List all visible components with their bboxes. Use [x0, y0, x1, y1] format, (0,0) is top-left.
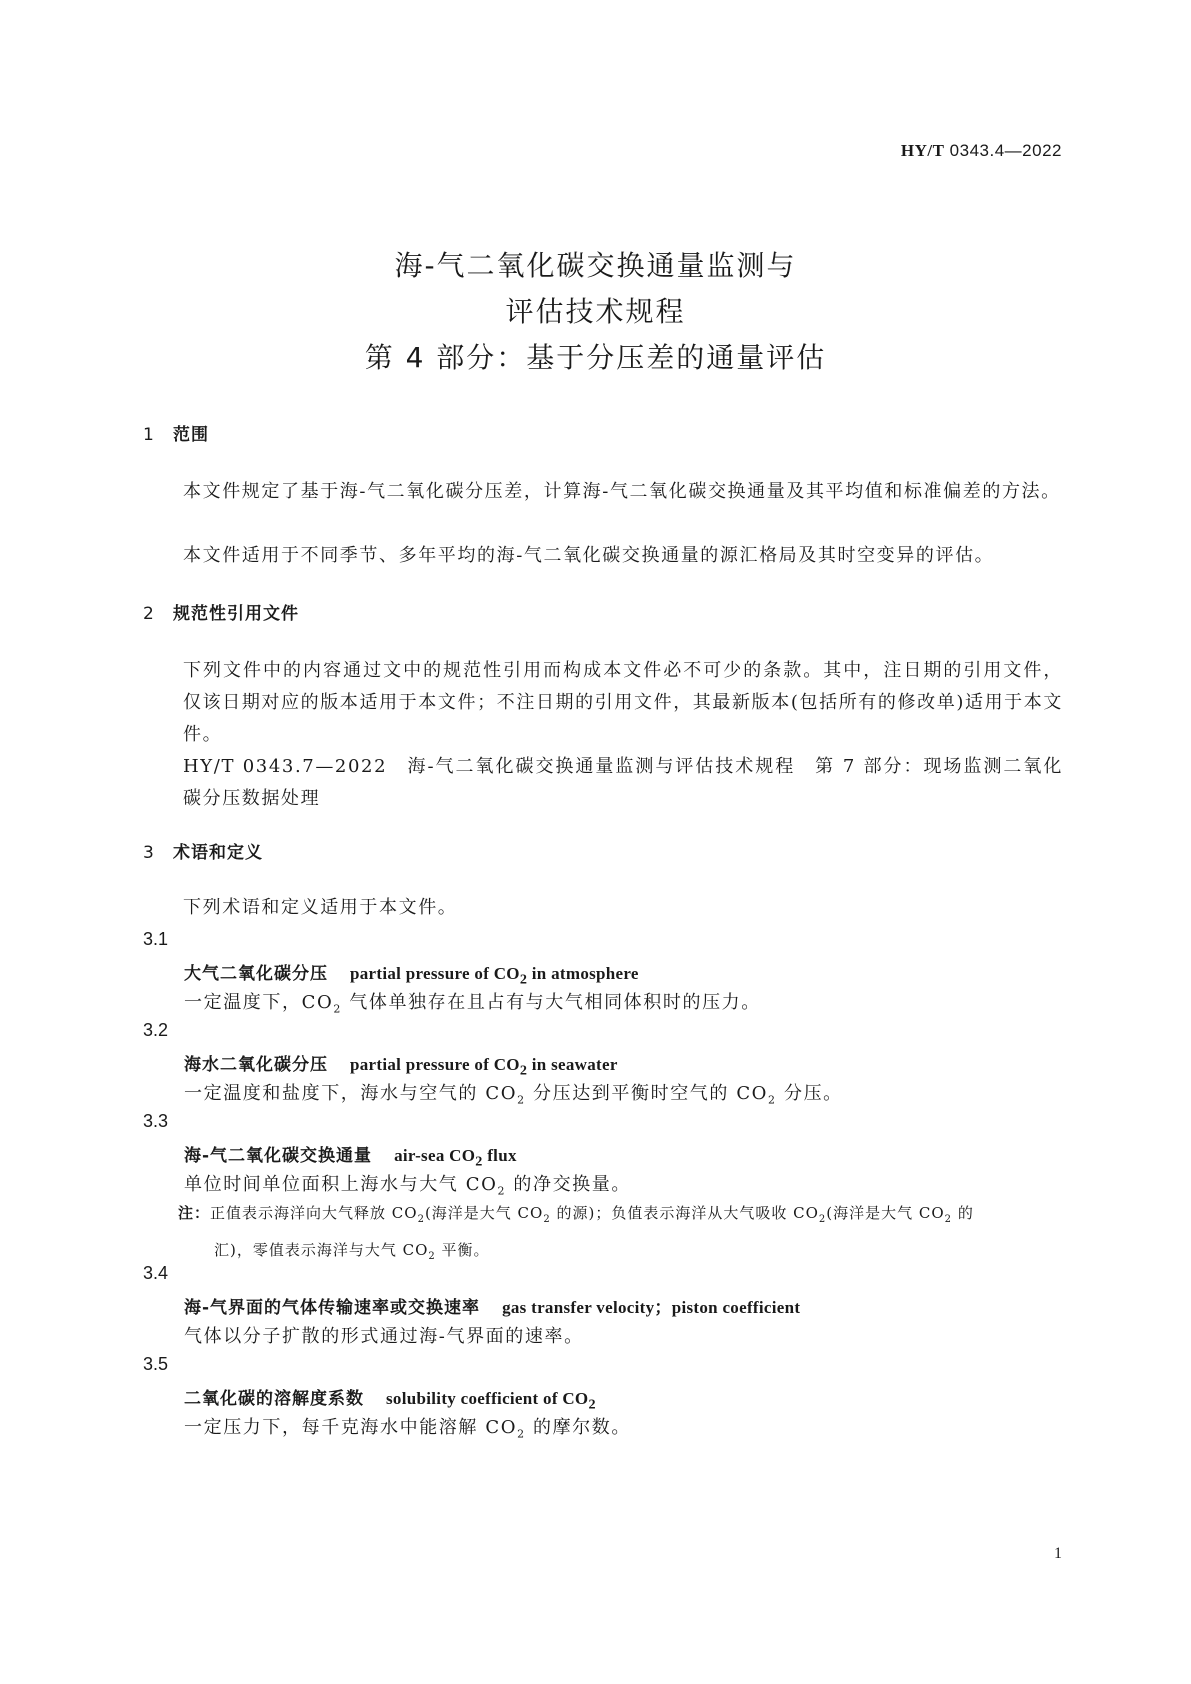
standard-number: 0343.4—2022: [949, 141, 1062, 160]
title-line-2: 评估技术规程: [505, 295, 686, 328]
title-line-3: 第 4 部分：基于分压差的通量评估: [364, 341, 827, 374]
note-label: 注：: [178, 1204, 211, 1222]
document-title: [0, 243, 1191, 381]
term-3-3: 海-气二氧化碳交换通量 air-sea $CO_2$ flux: [184, 1146, 517, 1170]
section-title: 范围: [173, 425, 209, 445]
section-1-heading: [143, 420, 209, 445]
term-3-4: 海-气界面的气体传输速率或交换速率 gas transfer velocity；piston coefficient: [184, 1298, 801, 1318]
definition-3-2: 一定温度和盐度下，海水与空气的 $CO_2$ 分压达到平衡时空气的 $CO_2$ 分压。: [184, 1083, 843, 1107]
section-title: 规范性引用文件: [173, 604, 299, 624]
section-2-para-1: 下列文件中的内容通过文中的规范性引用而构成本文件必不可少的条款。其中，注日期的引用文件，仅该日期对应的版本适用于本文件；不注日期的引用文件，其最新版本(包括所有的修改单)适用于本文件。: [183, 660, 1063, 745]
term-3-5: 二氧化碳的溶解度系数 solubility coefficient of $CO_2$: [184, 1389, 596, 1413]
term-3-1: 大气二氧化碳分压 partial pressure of $CO_2$ in atmosphere: [184, 964, 639, 988]
section-2-heading: [143, 599, 299, 624]
standard-code: [901, 141, 1062, 161]
section-number: 3: [143, 843, 155, 863]
definition-3-1: 一定温度下，$CO_2$ 气体单独存在且占有与大气相同体积时的压力。: [184, 992, 761, 1016]
section-1-para-2: 本文件适用于不同季节、多年平均的海-气二氧化碳交换通量的源汇格局及其时空变异的评估。: [183, 545, 995, 566]
clause-number: 3.1: [143, 929, 169, 949]
page-number: 1: [1054, 1545, 1062, 1562]
definition-3-3: 单位时间单位面积上海水与大气 $CO_2$ 的净交换量。: [184, 1174, 631, 1198]
definition-3-5: 一定压力下，每千克海水中能溶解 $CO_2$ 的摩尔数。: [184, 1417, 631, 1441]
section-number: 1: [143, 425, 155, 445]
term-3-2: 海水二氧化碳分压 partial pressure of $CO_2$ in seawater: [184, 1055, 618, 1079]
clause-number: 3.5: [143, 1354, 169, 1374]
section-3-intro: 下列术语和定义适用于本文件。: [183, 897, 458, 918]
definition-3-4: 气体以分子扩散的形式通过海-气界面的速率。: [184, 1326, 584, 1347]
title-line-1: 海-气二氧化碳交换通量监测与: [394, 249, 797, 282]
clause-number: 3.2: [143, 1020, 169, 1040]
section-title: 术语和定义: [173, 843, 263, 863]
section-1-para-1: 本文件规定了基于海-气二氧化碳分压差，计算海-气二氧化碳交换通量及其平均值和标准偏差的方法。: [183, 481, 1061, 502]
clause-number: 3.3: [143, 1111, 169, 1131]
normative-reference: HY/T 0343.7—2022 海-气二氧化碳交换通量监测与评估技术规程 第 7 部分：现场监测二氧化碳分压数据处理: [183, 756, 1063, 809]
standard-prefix: HY/T: [900, 141, 945, 160]
section-number: 2: [143, 604, 155, 624]
note-3-3: 注：正值表示海洋向大气释放 $CO_2$(海洋是大气 $CO_2$ 的源)；负值表示海洋从大气吸收 $CO_2$(海洋是大气 $CO_2$ 的 汇)，零值表示海洋与大气 $CO_2$ 平衡。: [178, 1204, 974, 1262]
clause-number: 3.4: [143, 1263, 169, 1283]
section-3-heading: [143, 838, 263, 863]
